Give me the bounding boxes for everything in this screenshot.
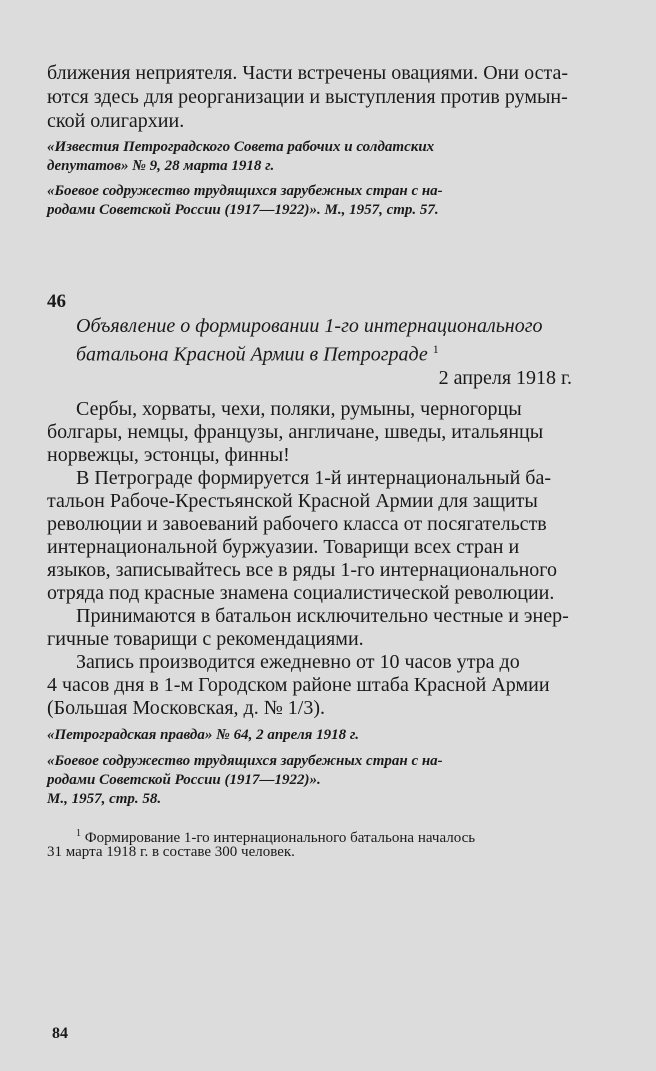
citation-line-2: депутатов» № 9, 28 марта 1918 г. (47, 158, 275, 174)
body-line-4: В Петрограде формируется 1-й интернациональный ба- (76, 467, 551, 489)
source-line-4: М., 1957, стр. 58. (47, 791, 162, 807)
citation-line-4: родами Советской России (1917—1922)». М., 1957, стр. 57. (47, 202, 439, 218)
citation-line-3: «Боевое содружество трудящихся зарубежных стран с на- (47, 183, 443, 199)
continuation-line-3: ской олигархии. (47, 110, 185, 132)
citation-line-1: «Известия Петроградского Совета рабочих и солдатских (47, 139, 435, 155)
body-line-6: революции и завоеваний рабочего класса от посягательств (47, 513, 547, 535)
source-line-1: «Петроградская правда» № 64, 2 апреля 1918 г. (47, 727, 359, 743)
body-line-9: отряда под красные знамена социалистической революции. (47, 582, 555, 604)
page-number: 84 (52, 1025, 68, 1042)
title-footnote-mark: 1 (432, 342, 439, 356)
body-line-7: интернациональной буржуазии. Товарищи всех стран и (47, 536, 520, 558)
document-title-line-1: Объявление о формировании 1-го интернационального (76, 315, 543, 337)
source-line-2: «Боевое содружество трудящихся зарубежных стран с на- (47, 753, 443, 769)
body-line-1: Сербы, хорваты, чехи, поляки, румыны, черногорцы (76, 398, 522, 420)
body-line-14: (Большая Московская, д. № 1/3). (47, 697, 325, 719)
source-line-3: родами Советской России (1917—1922)». (47, 772, 321, 788)
body-line-8: языков, записывайтесь все в ряды 1-го интернационального (47, 559, 558, 581)
continuation-line-1: ближения неприятеля. Части встречены овациями. Они оста- (47, 62, 568, 84)
document-date: 2 апреля 1918 г. (438, 367, 572, 389)
body-line-12: Запись производится ежедневно от 10 часов утра до (76, 651, 520, 673)
document-number: 46 (47, 291, 66, 312)
body-line-10: Принимаются в батальон исключительно честные и энер- (76, 605, 569, 627)
body-line-2: болгары, немцы, французы, англичане, шведы, итальянцы (47, 421, 544, 443)
body-line-11: гичные товарищи с рекомендациями. (47, 628, 364, 650)
continuation-line-2: ются здесь для реорганизации и выступления против румын- (47, 86, 568, 108)
footnote-text-1: Формирование 1-го интернационального батальона началось (84, 830, 476, 846)
document-title-text: батальона Красной Армии в Петрограде (76, 343, 428, 366)
document-title-line-2 (76, 337, 439, 367)
body-line-3: норвежцы, эстонцы, финны! (47, 444, 290, 466)
footnote-mark: 1 (76, 828, 81, 839)
body-line-13: 4 часов дня в 1-м Городском районе штаба Красной Армии (47, 674, 550, 696)
footnote-line-2: 31 марта 1918 г. в составе 300 человек. (47, 844, 295, 860)
body-line-5: тальон Рабоче-Крестьянской Красной Армии для защиты (47, 490, 538, 512)
